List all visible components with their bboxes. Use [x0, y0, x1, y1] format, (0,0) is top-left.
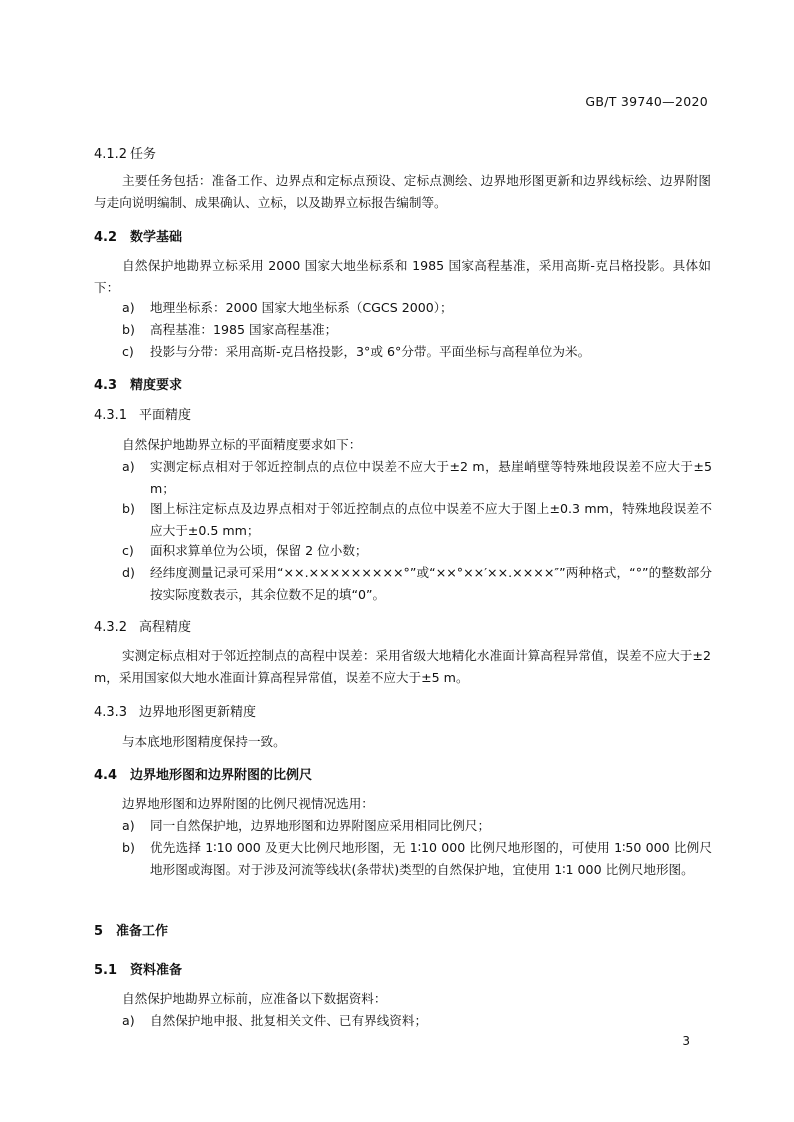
section-heading-4-4 — [94, 764, 312, 783]
section-title: 平面精度 — [139, 408, 192, 423]
list-text: 高程基准：1985 国家高程基准； — [150, 322, 338, 337]
list-marker: c) — [122, 543, 134, 558]
section-heading-4-3-1 — [94, 404, 191, 423]
list-marker: b) — [122, 840, 135, 855]
section-heading-4-3-2 — [94, 616, 191, 635]
paragraph-scale: 边界地形图和边界附图的比例尺视情况选用： — [122, 796, 374, 811]
list-text: 自然保护地申报、批复相关文件、已有界线资料； — [150, 1013, 428, 1028]
paragraph-map-update-accuracy: 与本底地形图精度保持一致。 — [122, 734, 286, 749]
paragraph-elevation-accuracy: 实测定标点相对于邻近控制点的高程中误差：采用省级大地精化水准面计算高程异常值，误差不应大于±2 m，采用国家似大地水准面计算高程异常值，误差不应大于±5 m。 — [94, 648, 711, 685]
section-title: 边界地形图更新精度 — [139, 705, 257, 720]
section-title: 精度要求 — [130, 378, 183, 393]
section-title: 边界地形图和边界附图的比例尺 — [130, 768, 313, 783]
list-text: 面积求算单位为公顷，保留 2 位小数； — [150, 543, 368, 558]
section-number: 4.1.2 — [94, 147, 128, 162]
section-title: 高程精度 — [139, 620, 192, 635]
list-text: 实测定标点相对于邻近控制点的点位中误差不应大于±2 m，悬崖峭壁等特殊地段误差不应大于±5 m； — [150, 459, 712, 496]
section-number: 4.3.2 — [94, 620, 128, 635]
section-title: 任务 — [130, 147, 157, 162]
list-item — [122, 341, 712, 363]
section-heading-4-1-2 — [94, 143, 156, 162]
section-heading-5 — [94, 920, 168, 939]
list-marker: a) — [122, 300, 135, 315]
list-item — [122, 837, 712, 881]
section-title: 资料准备 — [130, 963, 183, 978]
list-marker: a) — [122, 459, 135, 474]
section-number: 4.3.3 — [94, 705, 128, 720]
page-number: 3 — [682, 1034, 690, 1048]
list-text: 图上标注定标点及边界点相对于邻近控制点的点位中误差不应大于图上±0.3 mm，特殊地段误差不应大于±0.5 mm； — [150, 501, 712, 538]
list-item — [122, 297, 712, 319]
list-marker: c) — [122, 344, 134, 359]
section-number: 5 — [94, 924, 104, 939]
section-heading-4-2 — [94, 226, 182, 245]
list-item — [122, 319, 712, 341]
list-text: 投影与分带：采用高斯-克吕格投影，3°或 6°分带。平面坐标与高程单位为米。 — [150, 344, 591, 359]
list-marker: a) — [122, 818, 135, 833]
list-marker: a) — [122, 1013, 135, 1028]
section-heading-5-1 — [94, 959, 182, 978]
paragraph-data-preparation: 自然保护地勘界立标前，应准备以下数据资料： — [122, 991, 387, 1006]
section-title: 数学基础 — [130, 230, 183, 245]
section-number: 5.1 — [94, 963, 118, 978]
paragraph-planar-accuracy: 自然保护地勘界立标的平面精度要求如下： — [122, 437, 362, 452]
section-heading-4-3-3 — [94, 701, 256, 720]
list-text: 经纬度测量记录可采用“××.×××××××××°”或“××°××′××.××××″”两种格式，“°”的整数部分按实际度数表示，其余位数不足的填“0”。 — [150, 565, 712, 602]
section-number: 4.4 — [94, 768, 118, 783]
list-text: 优先选择 1∶10 000 及更大比例尺地形图，无 1∶10 000 比例尺地形图的，可使用 1∶50 000 比例尺地形图或海图。对于涉及河流等线状(条带状)类型的自然保护地，宜使用 1∶1 000 比例尺地形图。 — [150, 840, 712, 877]
list-item — [122, 562, 712, 606]
list-marker: d) — [122, 565, 135, 580]
paragraph-tasks: 主要任务包括：准备工作、边界点和定标点预设、定标点测绘、边界地形图更新和边界线标绘、边界附图与走向说明编制、成果确认、立标，以及勘界立标报告编制等。 — [94, 173, 711, 210]
section-number: 4.3.1 — [94, 408, 128, 423]
document-code: GB/T 39740—2020 — [585, 94, 708, 109]
list-item — [122, 498, 712, 542]
paragraph-math-basis: 自然保护地勘界立标采用 2000 国家大地坐标系和 1985 国家高程基准，采用高斯-克吕格投影。具体如下： — [94, 258, 711, 295]
list-item — [122, 540, 712, 562]
section-number: 4.3 — [94, 378, 118, 393]
list-item — [122, 815, 712, 837]
list-item — [122, 456, 712, 500]
section-title: 准备工作 — [116, 924, 169, 939]
list-item — [122, 1010, 712, 1032]
list-text: 地理坐标系：2000 国家大地坐标系（CGCS 2000）； — [150, 300, 453, 315]
list-text: 同一自然保护地，边界地形图和边界附图应采用相同比例尺； — [150, 818, 491, 833]
section-heading-4-3 — [94, 374, 182, 393]
list-marker: b) — [122, 501, 135, 516]
section-number: 4.2 — [94, 230, 118, 245]
list-marker: b) — [122, 322, 135, 337]
